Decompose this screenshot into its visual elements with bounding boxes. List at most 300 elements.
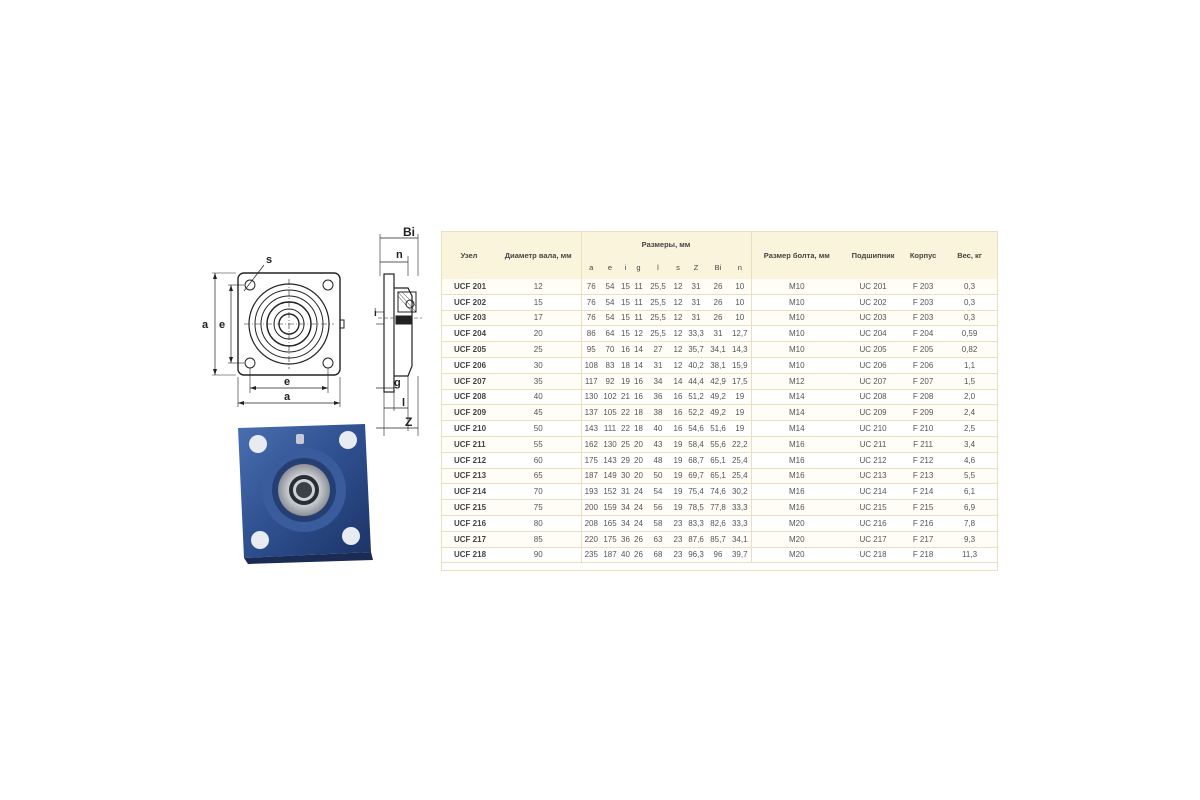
cell-model: UCF 210 (442, 421, 496, 437)
cell-weight: 2,5 (942, 421, 997, 437)
cell-bolt: M10 (751, 342, 842, 358)
cell-weight: 0,59 (942, 326, 997, 342)
cell-model: UCF 208 (442, 389, 496, 405)
table-row (442, 310, 997, 326)
cell-dim-s: 12 (671, 310, 685, 326)
header-dim-bi: Bi (707, 256, 729, 279)
cell-housing: F 204 (904, 326, 942, 342)
cell-dim-g: 24 (632, 500, 645, 516)
cell-bearing: UC 203 (842, 310, 904, 326)
cell-dim-e: 102 (601, 389, 619, 405)
cell-dim-i: 30 (619, 468, 632, 484)
cell-dim-n: 10 (729, 279, 751, 294)
cell-housing: F 215 (904, 500, 942, 516)
cell-dim-s: 19 (671, 452, 685, 468)
header-dim-i: i (619, 256, 632, 279)
cell-bolt: M16 (751, 436, 842, 452)
cell-shaft: 75 (496, 500, 581, 516)
cell-bearing: UC 209 (842, 405, 904, 421)
cell-dim-a: 235 (581, 547, 601, 563)
cell-bolt: M16 (751, 468, 842, 484)
cell-shaft: 60 (496, 452, 581, 468)
cell-dim-n: 30,2 (729, 484, 751, 500)
header-dim-e: e (601, 256, 619, 279)
table-row (442, 468, 997, 484)
cell-bearing: UC 202 (842, 294, 904, 310)
cell-model: UCF 205 (442, 342, 496, 358)
cell-weight: 11,3 (942, 547, 997, 563)
cell-dim-l: 40 (645, 421, 671, 437)
table-row (442, 389, 997, 405)
cell-shaft: 25 (496, 342, 581, 358)
cell-dim-s: 16 (671, 421, 685, 437)
cell-bolt: M10 (751, 326, 842, 342)
cell-bolt: M14 (751, 421, 842, 437)
cell-dim-l: 25,5 (645, 294, 671, 310)
cell-dim-l: 48 (645, 452, 671, 468)
cell-model: UCF 202 (442, 294, 496, 310)
cell-housing: F 203 (904, 310, 942, 326)
cell-bolt: M12 (751, 373, 842, 389)
cell-model: UCF 212 (442, 452, 496, 468)
cell-shaft: 50 (496, 421, 581, 437)
cell-bearing: UC 205 (842, 342, 904, 358)
cell-weight: 5,5 (942, 468, 997, 484)
cell-dim-l: 38 (645, 405, 671, 421)
cell-dim-i: 15 (619, 326, 632, 342)
cell-bearing: UC 201 (842, 279, 904, 294)
cell-dim-a: 187 (581, 468, 601, 484)
cell-dim-z: 31 (685, 310, 707, 326)
cell-dim-g: 11 (632, 279, 645, 294)
cell-dim-e: 152 (601, 484, 619, 500)
front-view-drawing (200, 243, 350, 413)
header-dim-s: s (671, 256, 685, 279)
cell-shaft: 45 (496, 405, 581, 421)
cell-dim-a: 193 (581, 484, 601, 500)
cell-dim-n: 25,4 (729, 468, 751, 484)
cell-dim-z: 35,7 (685, 342, 707, 358)
cell-housing: F 209 (904, 405, 942, 421)
cell-dim-i: 34 (619, 515, 632, 531)
cell-dim-l: 63 (645, 531, 671, 547)
cell-model: UCF 218 (442, 547, 496, 563)
cell-dim-l: 68 (645, 547, 671, 563)
cell-dim-e: 54 (601, 294, 619, 310)
cell-dim-z: 96,3 (685, 547, 707, 563)
cell-dim-e: 187 (601, 547, 619, 563)
cell-dim-l: 58 (645, 515, 671, 531)
cell-dim-z: 31 (685, 279, 707, 294)
cell-dim-l: 25,5 (645, 279, 671, 294)
cell-dim-e: 159 (601, 500, 619, 516)
cell-dim-i: 22 (619, 405, 632, 421)
cell-dim-n: 19 (729, 405, 751, 421)
cell-bolt: M14 (751, 389, 842, 405)
cell-dim-a: 95 (581, 342, 601, 358)
cell-shaft: 65 (496, 468, 581, 484)
label-e-vertical: e (219, 319, 226, 331)
cell-model: UCF 203 (442, 310, 496, 326)
cell-dim-z: 69,7 (685, 468, 707, 484)
cell-dim-bi: 85,7 (707, 531, 729, 547)
cell-dim-i: 15 (619, 279, 632, 294)
cell-dim-bi: 49,2 (707, 405, 729, 421)
table-row (442, 421, 997, 437)
cell-dim-g: 16 (632, 373, 645, 389)
cell-weight: 3,4 (942, 436, 997, 452)
cell-model: UCF 207 (442, 373, 496, 389)
cell-dim-a: 208 (581, 515, 601, 531)
cell-dim-bi: 26 (707, 310, 729, 326)
cell-housing: F 208 (904, 389, 942, 405)
cell-weight: 9,3 (942, 531, 997, 547)
header-dim-n: n (729, 256, 751, 279)
cell-bolt: M20 (751, 531, 842, 547)
cell-dim-l: 56 (645, 500, 671, 516)
side-view-drawing (372, 226, 432, 436)
cell-dim-s: 14 (671, 373, 685, 389)
table-row (442, 373, 997, 389)
cell-housing: F 216 (904, 515, 942, 531)
cell-shaft: 40 (496, 389, 581, 405)
cell-dim-s: 19 (671, 500, 685, 516)
cell-dim-i: 18 (619, 357, 632, 373)
spec-table (442, 232, 997, 563)
cell-dim-z: 75,4 (685, 484, 707, 500)
cell-dim-bi: 82,6 (707, 515, 729, 531)
cell-bolt: M10 (751, 310, 842, 326)
cell-dim-z: 78,5 (685, 500, 707, 516)
cell-dim-n: 15,9 (729, 357, 751, 373)
cell-housing: F 203 (904, 294, 942, 310)
cell-shaft: 17 (496, 310, 581, 326)
cell-model: UCF 204 (442, 326, 496, 342)
cell-model: UCF 201 (442, 279, 496, 294)
cell-dim-e: 105 (601, 405, 619, 421)
cell-dim-z: 87,6 (685, 531, 707, 547)
cell-model: UCF 206 (442, 357, 496, 373)
cell-dim-i: 36 (619, 531, 632, 547)
cell-shaft: 35 (496, 373, 581, 389)
header-shaft: Диаметр вала, мм (496, 232, 581, 279)
cell-dim-a: 220 (581, 531, 601, 547)
cell-dim-i: 31 (619, 484, 632, 500)
cell-bearing: UC 217 (842, 531, 904, 547)
cell-weight: 0,3 (942, 310, 997, 326)
cell-bolt: M16 (751, 452, 842, 468)
cell-shaft: 12 (496, 279, 581, 294)
header-model: Узел (442, 232, 496, 279)
cell-dim-n: 12,7 (729, 326, 751, 342)
label-n: n (396, 249, 403, 261)
cell-bearing: UC 218 (842, 547, 904, 563)
bearing-unit-photo (230, 420, 375, 565)
cell-dim-i: 25 (619, 436, 632, 452)
cell-dim-i: 19 (619, 373, 632, 389)
cell-dim-bi: 49,2 (707, 389, 729, 405)
cell-dim-i: 34 (619, 500, 632, 516)
cell-dim-n: 33,3 (729, 515, 751, 531)
cell-dim-bi: 77,8 (707, 500, 729, 516)
cell-dim-n: 25,4 (729, 452, 751, 468)
cell-shaft: 70 (496, 484, 581, 500)
cell-dim-bi: 26 (707, 279, 729, 294)
cell-dim-e: 70 (601, 342, 619, 358)
cell-model: UCF 216 (442, 515, 496, 531)
cell-weight: 1,5 (942, 373, 997, 389)
cell-dim-l: 50 (645, 468, 671, 484)
cell-bolt: M10 (751, 357, 842, 373)
cell-model: UCF 211 (442, 436, 496, 452)
cell-dim-s: 12 (671, 342, 685, 358)
cell-weight: 6,1 (942, 484, 997, 500)
cell-dim-l: 27 (645, 342, 671, 358)
cell-bolt: M10 (751, 279, 842, 294)
cell-dim-i: 15 (619, 294, 632, 310)
cell-model: UCF 215 (442, 500, 496, 516)
cell-dim-i: 22 (619, 421, 632, 437)
cell-dim-s: 12 (671, 279, 685, 294)
table-row (442, 405, 997, 421)
cell-dim-a: 86 (581, 326, 601, 342)
table-row (442, 279, 997, 294)
cell-dim-bi: 42,9 (707, 373, 729, 389)
cell-dim-e: 83 (601, 357, 619, 373)
cell-bearing: UC 208 (842, 389, 904, 405)
table-row (442, 515, 997, 531)
cell-bearing: UC 204 (842, 326, 904, 342)
cell-dim-a: 130 (581, 389, 601, 405)
cell-bearing: UC 216 (842, 515, 904, 531)
cell-dim-e: 92 (601, 373, 619, 389)
cell-dim-z: 40,2 (685, 357, 707, 373)
cell-dim-a: 162 (581, 436, 601, 452)
cell-bolt: M16 (751, 484, 842, 500)
table-row (442, 326, 997, 342)
cell-bolt: M20 (751, 547, 842, 563)
cell-dim-l: 43 (645, 436, 671, 452)
cell-dim-bi: 65,1 (707, 468, 729, 484)
cell-dim-a: 137 (581, 405, 601, 421)
cell-dim-z: 58,4 (685, 436, 707, 452)
label-a-vertical: a (202, 319, 209, 331)
cell-housing: F 217 (904, 531, 942, 547)
cell-dim-g: 20 (632, 436, 645, 452)
cell-shaft: 85 (496, 531, 581, 547)
label-bi: Bi (403, 226, 415, 239)
cell-dim-e: 143 (601, 452, 619, 468)
cell-dim-a: 117 (581, 373, 601, 389)
cell-dim-s: 19 (671, 468, 685, 484)
table-row (442, 452, 997, 468)
cell-dim-bi: 55,6 (707, 436, 729, 452)
cell-dim-bi: 65,1 (707, 452, 729, 468)
cell-dim-i: 29 (619, 452, 632, 468)
cell-bearing: UC 212 (842, 452, 904, 468)
cell-weight: 1,1 (942, 357, 997, 373)
label-g: g (394, 377, 401, 389)
cell-housing: F 210 (904, 421, 942, 437)
cell-dim-g: 24 (632, 515, 645, 531)
cell-dim-g: 14 (632, 342, 645, 358)
label-e-horizontal: e (284, 376, 291, 388)
cell-weight: 7,8 (942, 515, 997, 531)
cell-dim-g: 16 (632, 389, 645, 405)
cell-dim-a: 76 (581, 310, 601, 326)
cell-model: UCF 217 (442, 531, 496, 547)
cell-housing: F 214 (904, 484, 942, 500)
cell-bearing: UC 215 (842, 500, 904, 516)
header-dims: Размеры, мм (581, 232, 751, 256)
cell-dim-g: 11 (632, 310, 645, 326)
table-row (442, 484, 997, 500)
cell-dim-e: 130 (601, 436, 619, 452)
cell-dim-n: 39,7 (729, 547, 751, 563)
cell-bearing: UC 211 (842, 436, 904, 452)
cell-shaft: 20 (496, 326, 581, 342)
cell-dim-n: 34,1 (729, 531, 751, 547)
header-dim-z: Z (685, 256, 707, 279)
cell-dim-g: 18 (632, 405, 645, 421)
table-row (442, 547, 997, 563)
cell-dim-n: 22,2 (729, 436, 751, 452)
cell-dim-s: 12 (671, 357, 685, 373)
cell-dim-z: 54,6 (685, 421, 707, 437)
cell-dim-e: 54 (601, 279, 619, 294)
cell-dim-z: 44,4 (685, 373, 707, 389)
cell-bearing: UC 213 (842, 468, 904, 484)
cell-dim-l: 25,5 (645, 326, 671, 342)
table-row (442, 531, 997, 547)
cell-dim-g: 14 (632, 357, 645, 373)
cell-shaft: 30 (496, 357, 581, 373)
cell-dim-s: 16 (671, 405, 685, 421)
cell-dim-l: 54 (645, 484, 671, 500)
cell-housing: F 218 (904, 547, 942, 563)
cell-dim-l: 25,5 (645, 310, 671, 326)
table-row (442, 294, 997, 310)
cell-dim-g: 20 (632, 468, 645, 484)
cell-dim-bi: 26 (707, 294, 729, 310)
specification-table (441, 231, 998, 571)
cell-dim-bi: 38,1 (707, 357, 729, 373)
cell-dim-s: 12 (671, 294, 685, 310)
cell-shaft: 90 (496, 547, 581, 563)
header-housing: Корпус (904, 232, 942, 279)
cell-dim-z: 68,7 (685, 452, 707, 468)
cell-dim-l: 34 (645, 373, 671, 389)
cell-dim-bi: 74,6 (707, 484, 729, 500)
label-a-horizontal: a (284, 391, 291, 403)
cell-dim-g: 20 (632, 452, 645, 468)
table-row (442, 500, 997, 516)
cell-dim-bi: 34,1 (707, 342, 729, 358)
cell-housing: F 213 (904, 468, 942, 484)
cell-dim-z: 83,3 (685, 515, 707, 531)
cell-weight: 0,3 (942, 294, 997, 310)
header-dim-a: a (581, 256, 601, 279)
cell-dim-e: 64 (601, 326, 619, 342)
cell-dim-e: 54 (601, 310, 619, 326)
cell-dim-g: 24 (632, 484, 645, 500)
cell-dim-n: 14,3 (729, 342, 751, 358)
cell-weight: 6,9 (942, 500, 997, 516)
cell-dim-bi: 51,6 (707, 421, 729, 437)
cell-bearing: UC 214 (842, 484, 904, 500)
table-row (442, 357, 997, 373)
cell-dim-n: 33,3 (729, 500, 751, 516)
cell-dim-g: 11 (632, 294, 645, 310)
header-weight: Вес, кг (942, 232, 997, 279)
cell-shaft: 15 (496, 294, 581, 310)
cell-housing: F 203 (904, 279, 942, 294)
cell-model: UCF 214 (442, 484, 496, 500)
cell-dim-n: 17,5 (729, 373, 751, 389)
cell-model: UCF 209 (442, 405, 496, 421)
cell-model: UCF 213 (442, 468, 496, 484)
label-l: l (402, 397, 406, 409)
cell-housing: F 211 (904, 436, 942, 452)
cell-weight: 2,0 (942, 389, 997, 405)
cell-dim-z: 52,2 (685, 405, 707, 421)
cell-housing: F 212 (904, 452, 942, 468)
cell-dim-e: 165 (601, 515, 619, 531)
label-z: Z (405, 415, 413, 429)
cell-dim-s: 12 (671, 326, 685, 342)
cell-dim-a: 108 (581, 357, 601, 373)
cell-dim-z: 31 (685, 294, 707, 310)
header-dim-l: l (645, 256, 671, 279)
cell-weight: 4,6 (942, 452, 997, 468)
cell-weight: 2,4 (942, 405, 997, 421)
cell-dim-z: 51,2 (685, 389, 707, 405)
cell-dim-n: 10 (729, 294, 751, 310)
cell-dim-n: 19 (729, 389, 751, 405)
cell-shaft: 80 (496, 515, 581, 531)
label-s: s (266, 254, 273, 266)
cell-dim-i: 16 (619, 342, 632, 358)
cell-dim-bi: 31 (707, 326, 729, 342)
cell-dim-s: 23 (671, 515, 685, 531)
cell-dim-l: 36 (645, 389, 671, 405)
cell-bearing: UC 207 (842, 373, 904, 389)
cell-bolt: M14 (751, 405, 842, 421)
cell-bolt: M16 (751, 500, 842, 516)
cell-housing: F 206 (904, 357, 942, 373)
cell-shaft: 55 (496, 436, 581, 452)
cell-dim-a: 143 (581, 421, 601, 437)
cell-dim-e: 175 (601, 531, 619, 547)
label-i: i (374, 308, 377, 319)
cell-dim-n: 19 (729, 421, 751, 437)
cell-dim-g: 26 (632, 531, 645, 547)
cell-bolt: M20 (751, 515, 842, 531)
cell-bolt: M10 (751, 294, 842, 310)
cell-dim-a: 200 (581, 500, 601, 516)
cell-dim-a: 76 (581, 294, 601, 310)
cell-housing: F 205 (904, 342, 942, 358)
cell-dim-i: 15 (619, 310, 632, 326)
header-bearing: Подшипник (842, 232, 904, 279)
cell-dim-bi: 96 (707, 547, 729, 563)
cell-dim-s: 23 (671, 547, 685, 563)
cell-bearing: UC 210 (842, 421, 904, 437)
cell-dim-g: 12 (632, 326, 645, 342)
cell-dim-g: 18 (632, 421, 645, 437)
cell-dim-g: 26 (632, 547, 645, 563)
cell-dim-a: 175 (581, 452, 601, 468)
